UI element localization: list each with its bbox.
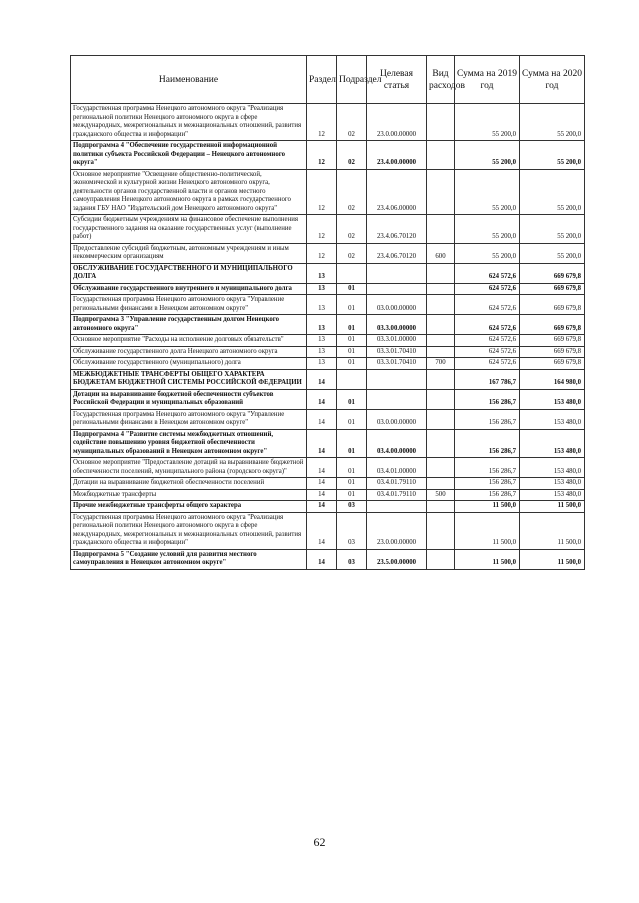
cell-sum-2020: 669 679,8 <box>520 315 585 335</box>
cell-exp-type <box>427 315 455 335</box>
cell-subsection: 03 <box>337 501 367 513</box>
cell-target: 03.3.01.70410 <box>367 346 427 358</box>
cell-target <box>367 369 427 389</box>
cell-sum-2019: 55 200,0 <box>455 104 520 141</box>
cell-subsection: 03 <box>337 549 367 569</box>
cell-name: Межбюджетные трансферты <box>71 489 307 501</box>
header-sum-2020: Сумма на 2020 год <box>520 56 585 104</box>
table-row <box>71 346 585 358</box>
cell-section: 13 <box>307 295 337 315</box>
table-row <box>71 295 585 315</box>
cell-target <box>367 263 427 283</box>
cell-name: Обслуживание государственного (муниципального) долга <box>71 358 307 370</box>
cell-name: Обслуживание государственного долга Ненецкого автономного округа <box>71 346 307 358</box>
cell-exp-type <box>427 295 455 315</box>
cell-target: 23.4.00.00000 <box>367 141 427 170</box>
cell-name: Субсидии бюджетным учреждениям на финансовое обеспечение выполнения государственного задания на оказание государственных услуг (выполнение работ) <box>71 215 307 244</box>
header-target: Целевая статья <box>367 56 427 104</box>
cell-name: Подпрограмма 3 "Управление государственным долгом Ненецкого автономного округа" <box>71 315 307 335</box>
cell-sum-2019: 156 286,7 <box>455 389 520 409</box>
cell-sum-2020: 669 679,8 <box>520 263 585 283</box>
cell-subsection: 01 <box>337 295 367 315</box>
cell-sum-2020: 11 500,0 <box>520 512 585 549</box>
table-row <box>71 512 585 549</box>
cell-sum-2020: 55 200,0 <box>520 215 585 244</box>
header-sum-2019: Сумма на 2019 год <box>455 56 520 104</box>
cell-subsection: 01 <box>337 358 367 370</box>
cell-section: 14 <box>307 478 337 490</box>
cell-target: 03.4.01.79110 <box>367 478 427 490</box>
cell-target <box>367 501 427 513</box>
cell-sum-2019: 156 286,7 <box>455 458 520 478</box>
cell-subsection: 03 <box>337 512 367 549</box>
cell-sum-2020: 153 480,0 <box>520 409 585 429</box>
cell-section: 12 <box>307 141 337 170</box>
cell-name: Дотации на выравнивание бюджетной обеспеченности поселений <box>71 478 307 490</box>
cell-subsection: 02 <box>337 141 367 170</box>
table-row <box>71 369 585 389</box>
cell-name: Прочие межбюджетные трансферты общего характера <box>71 501 307 513</box>
cell-sum-2020: 153 480,0 <box>520 458 585 478</box>
cell-sum-2019: 11 500,0 <box>455 501 520 513</box>
cell-sum-2019: 624 572,6 <box>455 315 520 335</box>
cell-subsection: 01 <box>337 478 367 490</box>
table-row <box>71 215 585 244</box>
cell-exp-type <box>427 478 455 490</box>
cell-sum-2020: 669 679,8 <box>520 335 585 347</box>
cell-sum-2019: 11 500,0 <box>455 549 520 569</box>
cell-target: 03.4.01.00000 <box>367 458 427 478</box>
cell-subsection: 01 <box>337 458 367 478</box>
table-row <box>71 243 585 263</box>
cell-name: Основное мероприятие "Освещение общественно-политической, экономической и культурной жизни Ненецкого автономного округа, деятельности органов государственной власти и органов местного самоуправления Ненецкого автономного округа в рамках государственного задания ГБУ НАО "Издательский дом Ненецкого автономного округа" <box>71 169 307 215</box>
cell-target <box>367 283 427 295</box>
cell-sum-2020: 153 480,0 <box>520 429 585 458</box>
cell-section: 13 <box>307 263 337 283</box>
cell-subsection: 01 <box>337 429 367 458</box>
cell-name: Обслуживание государственного внутреннего и муниципального долга <box>71 283 307 295</box>
cell-section: 14 <box>307 429 337 458</box>
cell-target <box>367 389 427 409</box>
cell-target: 23.4.06.00000 <box>367 169 427 215</box>
table-row <box>71 458 585 478</box>
cell-section: 14 <box>307 369 337 389</box>
cell-name: Основное мероприятие "Расходы на исполнение долговых обязательств" <box>71 335 307 347</box>
cell-target: 03.4.00.00000 <box>367 429 427 458</box>
cell-name: Государственная программа Ненецкого автономного округа "Реализация региональной политики Ненецкого автономного округа в сфере международных, межрегиональных и межнациональных отношений, развития гражданского общества и информации" <box>71 104 307 141</box>
cell-section: 13 <box>307 346 337 358</box>
cell-subsection: 01 <box>337 283 367 295</box>
cell-sum-2019: 624 572,6 <box>455 295 520 315</box>
cell-exp-type <box>427 409 455 429</box>
cell-target: 03.3.01.70410 <box>367 358 427 370</box>
cell-target: 23.5.00.00000 <box>367 549 427 569</box>
cell-subsection: 02 <box>337 169 367 215</box>
table-row <box>71 169 585 215</box>
cell-subsection: 02 <box>337 243 367 263</box>
table-row <box>71 478 585 490</box>
table-row <box>71 283 585 295</box>
cell-exp-type <box>427 549 455 569</box>
cell-exp-type <box>427 512 455 549</box>
cell-sum-2020: 55 200,0 <box>520 104 585 141</box>
cell-section: 13 <box>307 283 337 295</box>
cell-section: 13 <box>307 358 337 370</box>
cell-section: 13 <box>307 315 337 335</box>
cell-section: 14 <box>307 458 337 478</box>
cell-sum-2020: 153 480,0 <box>520 489 585 501</box>
cell-sum-2019: 624 572,6 <box>455 263 520 283</box>
cell-sum-2019: 624 572,6 <box>455 358 520 370</box>
cell-sum-2019: 156 286,7 <box>455 489 520 501</box>
cell-exp-type <box>427 369 455 389</box>
cell-exp-type <box>427 346 455 358</box>
table-row <box>71 263 585 283</box>
cell-section: 13 <box>307 335 337 347</box>
cell-name: Подпрограмма 5 "Создание условий для развития местного самоуправления в Ненецком автономном округе" <box>71 549 307 569</box>
cell-exp-type <box>427 501 455 513</box>
cell-sum-2019: 156 286,7 <box>455 478 520 490</box>
cell-exp-type <box>427 429 455 458</box>
table-row <box>71 489 585 501</box>
cell-subsection: 01 <box>337 315 367 335</box>
cell-section: 12 <box>307 243 337 263</box>
page-number: 62 <box>313 835 326 849</box>
table-row <box>71 358 585 370</box>
cell-sum-2020: 669 679,8 <box>520 346 585 358</box>
cell-target: 23.4.06.70120 <box>367 243 427 263</box>
cell-subsection: 01 <box>337 335 367 347</box>
cell-sum-2020: 669 679,8 <box>520 295 585 315</box>
cell-sum-2020: 669 679,8 <box>520 358 585 370</box>
cell-section: 12 <box>307 215 337 244</box>
table-row <box>71 429 585 458</box>
cell-exp-type <box>427 141 455 170</box>
header-subsection: Подраздел <box>337 56 367 104</box>
cell-sum-2020: 153 480,0 <box>520 389 585 409</box>
header-exp-type: Вид расходов <box>427 56 455 104</box>
cell-target: 03.3.01.00000 <box>367 335 427 347</box>
cell-sum-2019: 624 572,6 <box>455 346 520 358</box>
cell-target: 03.3.00.00000 <box>367 315 427 335</box>
cell-section: 14 <box>307 389 337 409</box>
cell-name: ОБСЛУЖИВАНИЕ ГОСУДАРСТВЕННОГО И МУНИЦИПАЛЬНОГО ДОЛГА <box>71 263 307 283</box>
cell-exp-type <box>427 104 455 141</box>
cell-target: 23.0.00.00000 <box>367 104 427 141</box>
cell-exp-type: 600 <box>427 243 455 263</box>
cell-name: Подпрограмма 4 "Развитие системы межбюджетных отношений, содействие повышению уровня бюджетной обеспеченности муниципальных образований в Ненецком автономном округе" <box>71 429 307 458</box>
cell-section: 14 <box>307 549 337 569</box>
table-row <box>71 335 585 347</box>
cell-exp-type <box>427 283 455 295</box>
table-row <box>71 141 585 170</box>
cell-target: 03.4.01.79110 <box>367 489 427 501</box>
cell-name: Государственная программа Ненецкого автономного округа "Управление региональными финансами в Ненецком автономном округе" <box>71 295 307 315</box>
cell-exp-type: 700 <box>427 358 455 370</box>
cell-subsection <box>337 263 367 283</box>
table-row <box>71 409 585 429</box>
cell-name: Подпрограмма 4 "Обеспечение государственной информационной политики субъекта Российской Федерации – Ненецкого автономного округа" <box>71 141 307 170</box>
cell-target: 03.0.00.00000 <box>367 409 427 429</box>
cell-exp-type <box>427 335 455 347</box>
cell-sum-2020: 153 480,0 <box>520 478 585 490</box>
cell-sum-2020: 55 200,0 <box>520 141 585 170</box>
cell-name: Основное мероприятие "Предоставление дотаций на выравнивание бюджетной обеспеченности поселений, муниципального района (городского округа)" <box>71 458 307 478</box>
table-row <box>71 501 585 513</box>
table-header-row <box>71 56 585 104</box>
cell-section: 14 <box>307 501 337 513</box>
cell-section: 14 <box>307 489 337 501</box>
cell-sum-2020: 164 980,0 <box>520 369 585 389</box>
cell-section: 14 <box>307 409 337 429</box>
cell-subsection: 01 <box>337 409 367 429</box>
cell-sum-2019: 55 200,0 <box>455 169 520 215</box>
cell-subsection <box>337 369 367 389</box>
table-row <box>71 315 585 335</box>
cell-sum-2020: 669 679,8 <box>520 283 585 295</box>
cell-sum-2019: 55 200,0 <box>455 243 520 263</box>
cell-sum-2020: 11 500,0 <box>520 549 585 569</box>
cell-subsection: 02 <box>337 104 367 141</box>
cell-subsection: 01 <box>337 489 367 501</box>
cell-section: 14 <box>307 512 337 549</box>
cell-subsection: 02 <box>337 215 367 244</box>
budget-table <box>70 55 585 570</box>
cell-exp-type <box>427 215 455 244</box>
table-row <box>71 104 585 141</box>
header-section: Раздел <box>307 56 337 104</box>
cell-sum-2019: 11 500,0 <box>455 512 520 549</box>
cell-sum-2019: 156 286,7 <box>455 429 520 458</box>
cell-target: 23.4.06.70120 <box>367 215 427 244</box>
cell-section: 12 <box>307 169 337 215</box>
cell-sum-2019: 624 572,6 <box>455 335 520 347</box>
cell-name: Дотации на выравнивание бюджетной обеспеченности субъектов Российской Федерации и муниципальных образований <box>71 389 307 409</box>
cell-subsection: 01 <box>337 346 367 358</box>
cell-sum-2019: 624 572,6 <box>455 283 520 295</box>
cell-exp-type <box>427 389 455 409</box>
cell-target: 23.0.00.00000 <box>367 512 427 549</box>
cell-name: Государственная программа Ненецкого автономного округа "Реализация региональной политики Ненецкого автономного округа в сфере международных, межрегиональных и межнациональных отношений, развития гражданского общества и информации" <box>71 512 307 549</box>
table-row <box>71 389 585 409</box>
cell-subsection: 01 <box>337 389 367 409</box>
cell-name: МЕЖБЮДЖЕТНЫЕ ТРАНСФЕРТЫ ОБЩЕГО ХАРАКТЕРА БЮДЖЕТАМ БЮДЖЕТНОЙ СИСТЕМЫ РОССИЙСКОЙ ФЕДЕРАЦИИ <box>71 369 307 389</box>
cell-exp-type <box>427 263 455 283</box>
cell-sum-2019: 55 200,0 <box>455 215 520 244</box>
cell-sum-2020: 55 200,0 <box>520 243 585 263</box>
cell-exp-type <box>427 458 455 478</box>
cell-sum-2020: 55 200,0 <box>520 169 585 215</box>
cell-sum-2019: 55 200,0 <box>455 141 520 170</box>
cell-section: 12 <box>307 104 337 141</box>
header-name: Наименование <box>71 56 307 104</box>
cell-target: 03.0.00.00000 <box>367 295 427 315</box>
cell-exp-type: 500 <box>427 489 455 501</box>
cell-sum-2019: 156 286,7 <box>455 409 520 429</box>
table-body <box>71 104 585 570</box>
cell-name: Предоставление субсидий бюджетным, автономным учреждениям и иным некоммерческим организациям <box>71 243 307 263</box>
cell-sum-2020: 11 500,0 <box>520 501 585 513</box>
cell-name: Государственная программа Ненецкого автономного округа "Управление региональными финансами в Ненецком автономном округе" <box>71 409 307 429</box>
table-row <box>71 549 585 569</box>
cell-sum-2019: 167 786,7 <box>455 369 520 389</box>
cell-exp-type <box>427 169 455 215</box>
